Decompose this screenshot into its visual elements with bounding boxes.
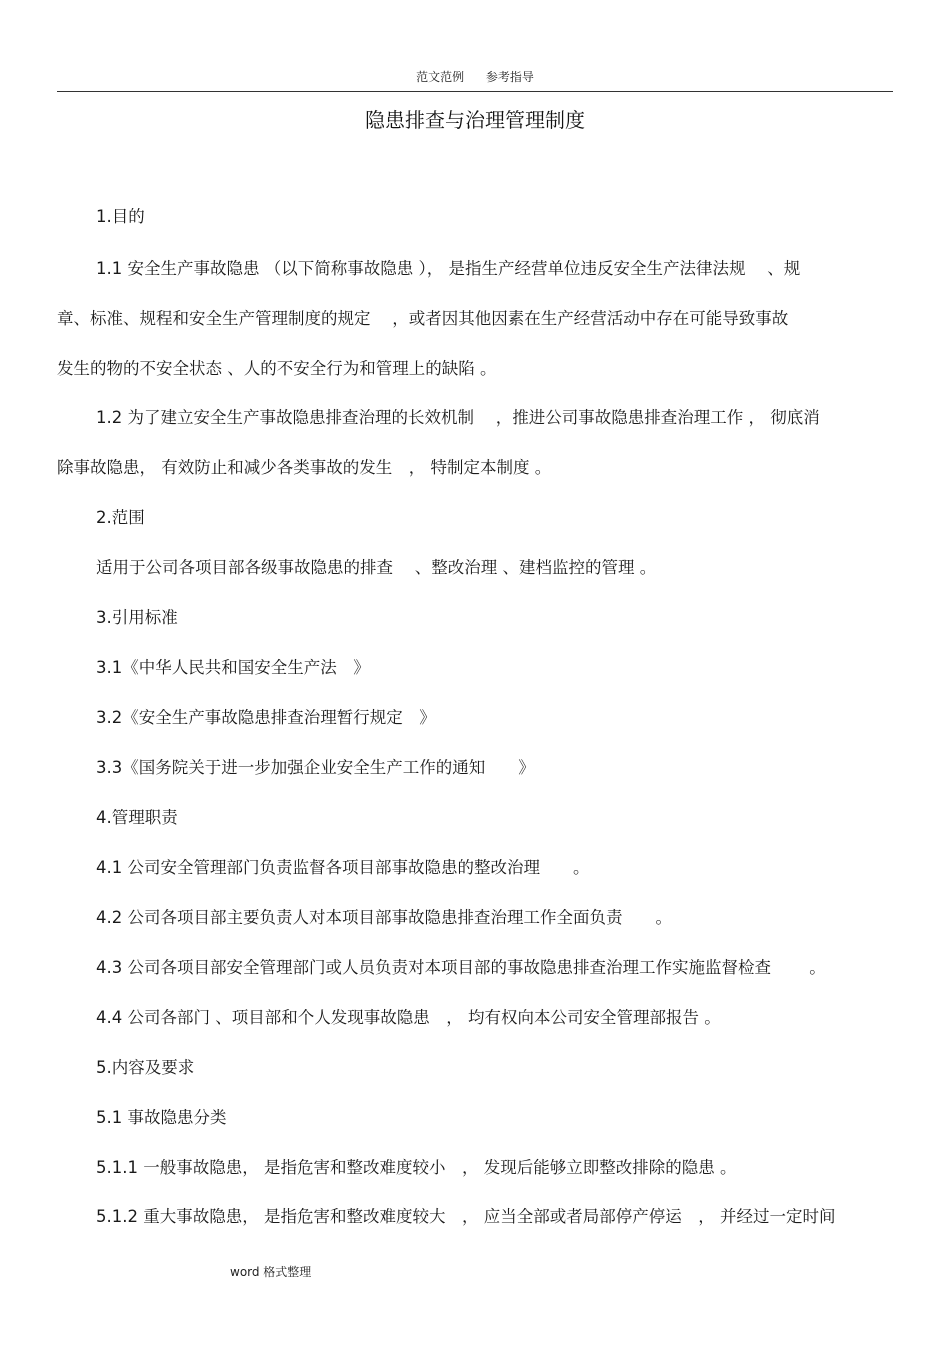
responsibility-item: 4.1 公司安全管理部门负责监督各项目部事故隐患的整改治理 。 — [96, 858, 590, 877]
document-title: 隐患排查与治理管理制度 — [365, 108, 585, 132]
reference-item: 3.1《中华人民共和国安全生产法 》 — [96, 658, 370, 677]
reference-item: 3.3《国务院关于进一步加强企业安全生产工作的通知 》 — [96, 758, 535, 777]
paragraph-line: 5.1.1 一般事故隐患， 是指危害和整改难度较小 ， 发现后能够立即整改排除的隐患 。 — [96, 1158, 737, 1177]
paragraph-line: 1.2 为了建立安全生产事故隐患排查治理的长效机制 ，推进公司事故隐患排查治理工作 ， 彻底消 — [96, 408, 820, 427]
page-header — [0, 68, 950, 85]
header-left-text: 范文范例 — [416, 70, 465, 84]
paragraph-line: 1.1 安全生产事故隐患 （以下简称事故隐患 ）， 是指生产经营单位违反安全生产法律法规 、规 — [96, 259, 801, 278]
responsibility-item: 4.2 公司各项目部主要负责人对本项目部事故隐患排查治理工作全面负责 。 — [96, 908, 672, 927]
responsibility-item: 4.4 公司各部门 、项目部和个人发现事故隐患 ， 均有权向本公司安全管理部报告 。 — [96, 1008, 721, 1027]
paragraph-line: 适用于公司各项目部各级事故隐患的排查 、整改治理 、建档监控的管理 。 — [96, 558, 657, 577]
reference-item: 3.2《安全生产事故隐患排查治理暂行规定 》 — [96, 708, 436, 727]
page-footer: word 格式整理 — [230, 1265, 312, 1279]
responsibility-item: 4.3 公司各项目部安全管理部门或人员负责对本项目部的事故隐患排查治理工作实施监督检查 。 — [96, 958, 826, 977]
section-heading-references: 3.引用标准 — [96, 608, 178, 627]
section-heading-responsibilities: 4.管理职责 — [96, 808, 178, 827]
header-rule — [57, 91, 893, 92]
paragraph-line: 除事故隐患， 有效防止和减少各类事故的发生 ， 特制定本制度 。 — [57, 458, 552, 477]
paragraph-line: 章、标准、规程和安全生产管理制度的规定 ，或者因其他因素在生产经营活动中存在可能导致事故 — [57, 309, 789, 328]
section-heading-purpose: 1.目的 — [96, 207, 145, 226]
section-heading-requirements: 5.内容及要求 — [96, 1058, 195, 1077]
paragraph-line: 5.1.2 重大事故隐患， 是指危害和整改难度较大 ， 应当全部或者局部停产停运 ， 并经过一定时间 — [96, 1207, 836, 1226]
subsection-heading: 5.1 事故隐患分类 — [96, 1108, 227, 1127]
section-heading-scope: 2.范围 — [96, 508, 145, 527]
paragraph-line: 发生的物的不安全状态 、人的不安全行为和管理上的缺陷 。 — [57, 359, 497, 378]
header-right-text: 参考指导 — [485, 70, 534, 84]
